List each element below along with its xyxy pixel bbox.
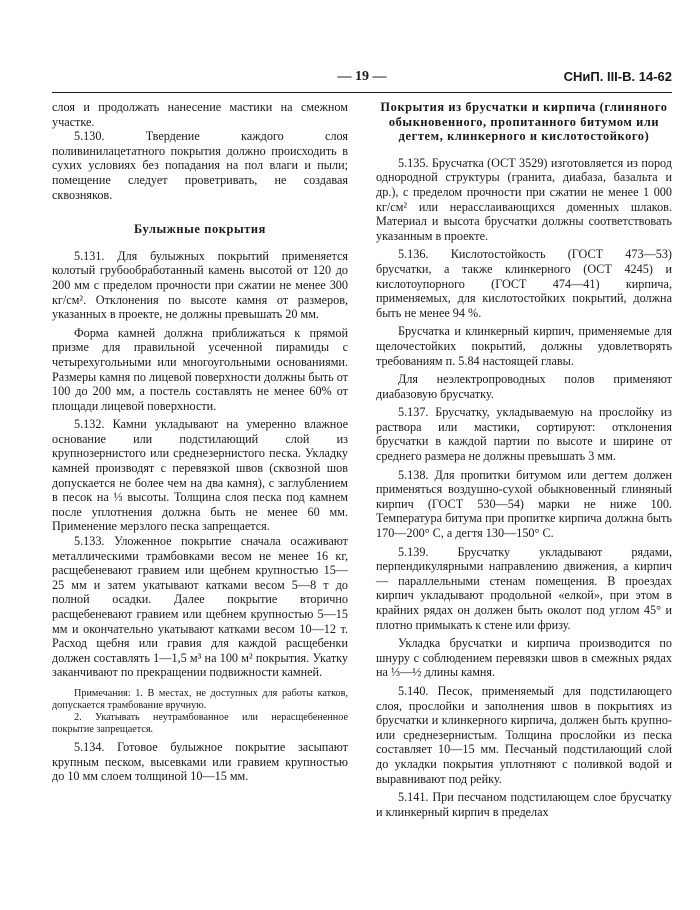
paragraph-stone-shape: Форма камней должна приближаться к прямой призме для правильной усеченной пирамиды с четырехугольными или многоугольными основаниями. Размеры камня по лицевой поверхности должны быть от 100 до 200 мм, а постель составлять не менее 60% от площади лицевой поверхности. <box>52 325 348 413</box>
paragraph-5-139: 5.139. Брусчатку укладывают рядами, перпендикулярными направлению движения, а кирпич — параллельными стенам помещения. В проездах кирпич укладывают продольной «елкой», при этом в крайних рядах он должен быть околот под углом 45° и плотно примыкать к стене или фризу. <box>376 544 672 632</box>
section-heading-bulyzhnye: Булыжные покрытия <box>134 222 266 237</box>
paragraph-non-conductive: Для неэлектропроводных полов применяют диабазовую брусчатку. <box>376 372 672 401</box>
header-rule <box>52 92 672 93</box>
paragraph-5-140: 5.140. Песок, применяемый для подстилающего слоя, прослойки и заполнения швов в покрытиях из брусчатки и клинкерного кирпича, должен быть крупно- или среднезернистым. Толщина прослойки из песка составляет 10—15 мм. Песчаный подстилающий слой до укладки покрытия уплотняют с поливкой водой и выравнивают под рейку. <box>376 683 672 786</box>
right-column <box>376 100 672 819</box>
page-header <box>52 70 672 88</box>
paragraph-5-137: 5.137. Брусчатку, укладываемую на прослойку из раствора или мастики, сортируют: отклонения брусчатки в каждой партии по высоте и ширине от среднего размера не должны превышать 3 мм. <box>376 405 672 464</box>
section-heading-brusch: Покрытия из брусчатки и кирпича (глиняного обыкновенного, пропитанного битумом или дегтем, клинкерного и кислотостойкого) <box>380 100 668 144</box>
note-1: Примечания: 1. В местах, не доступных для работы катков, допускается трамбование вручную. <box>52 687 348 711</box>
paragraph-continuation: слоя и продолжать нанесение мастики на смежном участке. <box>52 100 348 129</box>
paragraph-5-138: 5.138. Для пропитки битумом или дегтем должен применяться воздушно-сухой обыкновенный глиняный кирпич (ГОСТ 530—54) марки не ниже 100. Температура битума при пропитке кирпича должна быть 170—200° С, а дегтя 130—150° С. <box>376 467 672 541</box>
document-code: СНиП. III-В. 14-62 <box>563 69 672 84</box>
page-number: — 19 — <box>337 69 387 84</box>
paragraph-5-136: 5.136. Кислотостойкость (ГОСТ 473—53) брусчатки, а также клинкерного (ОСТ 4245) и кислотоупорного (ГОСТ 474—41) кирпича, применяемых, для кислотостойких покрытий, должна быть не менее 94 %. <box>376 247 672 320</box>
left-column <box>52 100 348 784</box>
paragraph-5-141: 5.141. При песчаном подстилающем слое брусчатку и клинкерный кирпич в пределах <box>376 790 672 819</box>
paragraph-5-131: 5.131. Для булыжных покрытий применяется колотый грубообработанный камень высотой от 120 до 200 мм с пределом прочности при сжатии не менее 300 кг/см². Отклонения по высоте камня от размеров, указанных в проекте, не должны превышать 20 мм. <box>52 248 348 322</box>
paragraph-5-130: 5.130. Твердение каждого слоя поливинилацетатного покрытия должно происходить в сухих условиях без попадания на пол влаги и пыли; помещение следует проветривать, не создавая сквозняков. <box>52 129 348 202</box>
paragraph-5-133: 5.133. Уложенное покрытие сначала осаживают металлическими трамбовками весом не менее 16 кг, расщебеневают гравием или щебнем крупностью 15—25 мм и затем укатывают катками весом 5—8 т до полной осадки. Далее покрытие вторично расщебеневают гравием или щебнем крупностью 5—15 мм и окончательно укатывают катками весом 10—12 т. Расход щебня или гравия для каждой расщебенки должен составлять 1—1,5 м³ на 100 м² покрытия. Укатку заканчивают по прекращении подвижности камней. <box>52 534 348 680</box>
paragraph-alkali-resistant: Брусчатка и клинкерный кирпич, применяемые для щелочестойких покрытий, должны удовлетворять требованиям п. 5.84 настоящей главы. <box>376 324 672 368</box>
paragraph-5-132: 5.132. Камни укладывают на умеренно влажное основание или подстилающий слой из крупнозернистого или среднезернистого песка. Укладку камней производят с перевязкой швов (сквозной шов допускается не более чем на два камня), с заглублением в песок на ⅓ высоты. Толщина слоя песка под камнем после уплотнения должна быть не менее 60 мм. Применение мерзлого песка запрещается. <box>52 417 348 534</box>
note-2: 2. Укатывать неутрамбованное или нерасщебененное покрытие запрещается. <box>52 711 348 735</box>
paragraph-5-134: 5.134. Готовое булыжное покрытие засыпают крупным песком, высевками или гравием крупностью до 10 мм слоем толщиной 10—15 мм. <box>52 739 348 784</box>
notes-block <box>52 688 348 736</box>
paragraph-5-135: 5.135. Брусчатка (ОСТ 3529) изготовляется из пород однородной структуры (гранита, диабаза, базальта и др.), с пределом прочности при сжатии не менее 1 000 кг/см² или нерасслаивающихся доменных шлаков. Материал и высота брусчатки должны соответствовать указанным в проекте. <box>376 155 672 243</box>
paragraph-laying: Укладка брусчатки и кирпича производится по шнуру с соблюдением перевязки швов в смежных рядах на ⅓—½ длины камня. <box>376 636 672 680</box>
